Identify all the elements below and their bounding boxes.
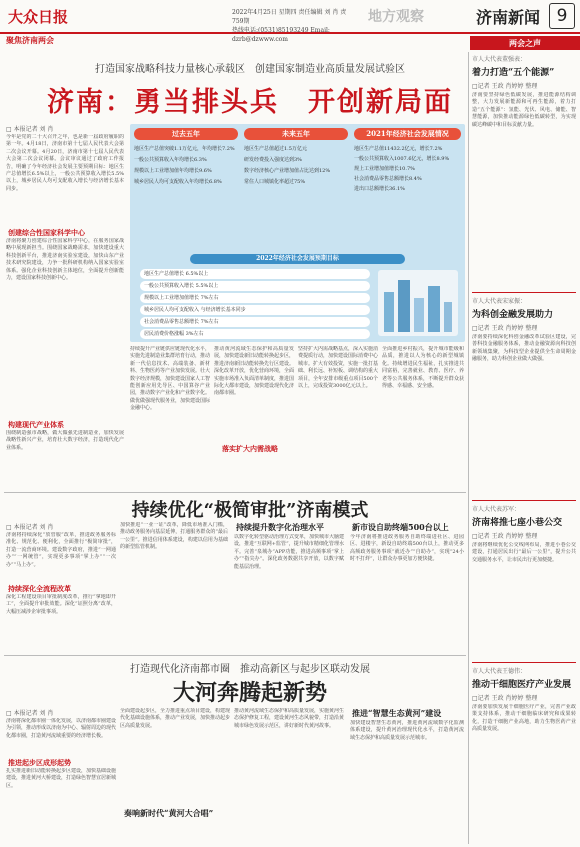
- newspaper-logo: 大众日报: [8, 8, 69, 26]
- sidebar-item-1: [472, 54, 576, 262]
- sidebar-body: 济南将继续优化公交线网布局，推进小巷公交建设，打通居民出行“最后一公里”，提升公共交通服务水平，让市民出行更加便捷。: [472, 542, 576, 563]
- sidebar-item-4: [472, 666, 576, 844]
- meta-line-2: 热线电话:(0531)85193249 Email: dzrb@dzwww.com: [232, 27, 330, 43]
- panel-title-2021: 2021年经济社会发展情况: [354, 128, 461, 140]
- past-five-years-panel: [134, 128, 238, 248]
- sidebar-label: 市人大代表董强表：: [472, 56, 527, 63]
- article2-byline: □ 本报记者 刘 肖: [6, 524, 54, 531]
- article3-col1: 济南将深化都市圈一体化发展，以济南都市圈建设为引领，推动形成以济南为中心、辐射周边的现代化都市圈，打造黄河流域重要的经济增长极。: [6, 718, 116, 739]
- panel-title-future: 未来五年: [244, 128, 348, 140]
- targets-list: [140, 269, 370, 339]
- sidebar-item-3: [472, 504, 576, 652]
- column-tag: 聚焦济南两会: [6, 35, 54, 45]
- lead-subhead: 打造国家战略科技力量核心承载区 创建国家制造业高质量发展试验区: [95, 64, 405, 75]
- future-item: 地区生产总值超过1.5万亿元: [244, 146, 307, 152]
- divider: [468, 52, 469, 844]
- target-item: 居民消费价格涨幅 3%左右: [140, 329, 370, 339]
- past-item: 地区生产总值突破1.1万亿元，年均增长7.2%: [134, 146, 235, 152]
- meta-line-1: 2022年4月25日 星期四 责任编辑 刘 肖 责759期: [232, 9, 347, 25]
- article3-subtitle-2: 奏响新时代“黄河大合唱”: [124, 808, 214, 818]
- article3-subtitle-3: 推进“智慧生态黄河”建设: [352, 708, 442, 718]
- sidebar-label: 市人大代表王德伟：: [472, 668, 527, 675]
- sidebar-body: 济南要持续深化科创金融改革试验区建设，完善科技金融服务体系，推动金融资源向科技创新领域集聚，为科技型企业提供全生命周期金融服务，助力科创企业做大做强。: [472, 334, 576, 363]
- result-item: 社会消费品零售总额增长8.4%: [354, 176, 422, 182]
- lead-subtitle-2: 构建现代产业体系: [8, 420, 64, 429]
- city-illustration: [378, 270, 458, 336]
- result-item: 地区生产总值11432.2亿元，增长7.2%: [354, 146, 443, 152]
- target-item: 一般公共预算收入增长 5.5%以上: [140, 281, 370, 291]
- infographic: [130, 124, 465, 342]
- target-item: 地区生产总值增长 6.5%以上: [140, 269, 370, 279]
- page-number: 9: [549, 3, 575, 29]
- article2-col4: 今年济南将推进政务服务自助终端进社区、进园区、进楼宇，新设自助终端500台以上，推动更多高频政务服务事项“就近办”“自助办”，实现“24小时不打烊”，让群众办事更加方便快捷。: [350, 534, 464, 563]
- past-item: 规模以上工业增加值年均增长9.6%: [134, 168, 212, 174]
- result-item: 规上工业增加值增长10.7%: [354, 166, 415, 172]
- issue-meta: [232, 8, 357, 44]
- lead-cont-col-a: 持续提升产业链供应链现代化水平，实施先进制造业集群培育行动，推动新一代信息技术、高端装备、新材料、生物医药等产业加快发展。壮大数字经济规模，加快建设国家人工智能创新应用先导区、中国算谷产业园，推动数字产业化和产业数字化。做优做强现代服务业，加快建设国际金融中心。: [130, 346, 210, 412]
- sidebar-item-2: [472, 296, 576, 514]
- article2-col3: 以数字化转型驱动治理方式变革，加快城市大脑建设，推进“互联网+监管”，提升城市精细化管理水平。完善“泉城办”APP功能，推进高频事项“掌上办”“指尖办”。深化政务数据共享开放，以数字赋能基层治理。: [234, 534, 344, 570]
- sidebar-byline: □记者 王政 肖婷婷 整理: [472, 533, 538, 540]
- divider: [472, 292, 576, 293]
- article2-subtitle-2: 持续提升数字化治理水平: [236, 522, 324, 532]
- article2-col2: 加快推进“一业一证”改革，降低市场准入门槛，推动政务服务向基层延伸，打通服务群众的“最后一公里”。推进信用体系建设，构建以信用为基础的新型监管机制。: [120, 522, 228, 551]
- result-item: 进出口总额增长36.1%: [354, 186, 405, 192]
- lead-cont-col-c: 坚持扩大内需战略基点，深入实施消费提质行动，加快建设国际消费中心城市。扩大有效投资，实施一批打基础、利长远、补短板、调结构的重大项目，全年安排市级重点项目500个以上，完成投资3000亿元以上。: [298, 346, 378, 390]
- sidebar-byline: □记者 王政 肖婷婷 整理: [472, 83, 538, 90]
- sidebar-banner: 两会之声: [470, 36, 580, 50]
- article2-headline: 持续优化“极简审批”济南模式: [131, 500, 369, 521]
- next-five-years-panel: [244, 128, 348, 248]
- sidebar-label: 市人大代表苏军：: [472, 506, 521, 513]
- past-item: 一般公共预算收入年均增长6.3%: [134, 157, 207, 163]
- lead-subtitle-3: 落实扩大内需战略: [222, 444, 278, 453]
- lead-paragraph-3: 围绕制造强市战略，做大做强先进制造业，加快发展战略性新兴产业，培育壮大数字经济，打造现代化产业体系。: [6, 430, 124, 451]
- article3-subtitle-1: 推进起步区成形起势: [8, 758, 71, 767]
- sidebar-label: 市人大代表宋家振：: [472, 298, 527, 305]
- sidebar-headline: 着力打造“五个能源”: [472, 68, 555, 78]
- sidebar-headline: 济南将推七座小巷公交: [472, 518, 563, 528]
- target-item: 社会消费品零售总额增长 7%左右: [140, 317, 370, 327]
- lead-byline: □ 本报记者 刘 肖: [6, 126, 54, 133]
- divider: [4, 655, 466, 656]
- section-title: 济南新闻: [476, 8, 541, 27]
- article3-col4: 加快建设智慧生态黄河，推进黄河流域数字化监测体系建设，提升黄河治理现代化水平，打造黄河流域生态保护和高质量发展示范城市。: [350, 720, 464, 741]
- article3-col3: 推动黄河流域生态保护和高质量发展，实施黄河生态保护修复工程，建设黄河生态风貌带，打造沿黄城市绿色发展示范区，讲好新时代黄河故事。: [234, 708, 344, 729]
- lead-cont-col-d: 全面推进乡村振兴，提升城市能级和品质，推进以人为核心的新型城镇化。持续增进民生福祉，扎实推进共同富裕，完善就业、教育、医疗、养老等公共服务体系，不断提升群众获得感、幸福感、安全感。: [382, 346, 464, 390]
- sidebar-body: 济南要坚持绿色低碳发展，推进能源结构调整，大力发展新能源和可再生能源，着力打造“五个能源”：氢能、光伏、风电、储能、智慧能源，加快推动能源绿色低碳转型，为实现碳达峰碳中和目标贡献力量。: [472, 92, 576, 128]
- 2021-results-panel: [354, 128, 461, 248]
- panel-title-past: 过去五年: [134, 128, 238, 140]
- future-item: 常住人口城镇化率超过75%: [244, 179, 306, 185]
- target-item: 城乡居民人均可支配收入 与经济增长基本同步: [140, 305, 370, 315]
- article2-col1b: 深化工程建设项目审批制度改革，推行“拿地即开工”，全面提升审批效能。深化“证照分离”改革，大幅压减涉企审批事项。: [6, 594, 116, 615]
- sidebar-headline: 为科创金融发展助力: [472, 310, 554, 320]
- article3-subhead: 打造现代化济南都市圈 推动高新区与起步区联动发展: [130, 664, 370, 675]
- lead-paragraph-2: 济南将聚力创建综合性国家科学中心，在服务国家战略中展现新担当。围绕国家战略需求，加快建设重大科技创新平台，推进济南实验室建设，加快山东产业技术研究院建设，力争一批科研机构纳入国家实验室体系。强化企业科技创新主体地位，全面提升创新能力，建设国家科技创新中心。: [6, 238, 124, 282]
- sidebar-headline: 推动干细胞医疗产业发展: [472, 680, 572, 690]
- future-item: 研发经费投入强度达到3%: [244, 157, 302, 163]
- targets-title: 2022年经济社会发展预期目标: [190, 254, 405, 264]
- sidebar-byline: □记者 王政 肖婷婷 整理: [472, 325, 538, 332]
- sidebar-byline: □记者 王政 肖婷婷 整理: [472, 695, 538, 702]
- article2-col1: 济南将持续深化“放管服”改革，推进政务服务标准化、规范化、便利化，全面推行“极简审批”，打造一流营商环境。建设数字政府，推进“一网通办”“一网统管”，实现更多事项“掌上办”“一次办”“马上办”。: [6, 532, 116, 568]
- lead-subtitle-1: 创建综合性国家科学中心: [8, 228, 85, 237]
- result-item: 一般公共预算收入1007.6亿元，增长8.9%: [354, 156, 450, 162]
- target-item: 规模以上工业增加值增长 7%左右: [140, 293, 370, 303]
- divider: [472, 662, 576, 663]
- article3-headline: 大河奔腾起新势: [172, 680, 327, 706]
- sidebar-body: 济南要加快发展干细胞医疗产业，完善产业政策支持体系，推动干细胞临床研究和成果转化，打造干细胞产业高地，助力生物医药产业高质量发展。: [472, 704, 576, 733]
- article3-col2: 全面建设起步区，全力推进重点项目建设，构建现代化基础设施体系，推动产业发展，加快推动起步区高质量发展。: [120, 708, 230, 729]
- article3-col1b: 扎实推进新旧动能转换起步区建设，加快基础设施建设，推进黄河大桥建设，打造绿色智慧宜居新城区。: [6, 768, 116, 789]
- article2-subtitle-1: 持续深化全流程改革: [8, 584, 71, 593]
- lead-paragraph-1: 今年是党的二十大召开之年，也是新一届政府履职的第一年。4月18日，济南市第十七届人民代表大会第二次会议开幕。4月20日，济南市第十七届人民代表大会第二次会议闭幕。会议审议通过了政府工作报告，明确了今年经济社会发展主要预期目标：地区生产总值增长6.5%以上，一般公共预算收入增长5.5%以上，城乡居民人均可支配收入增长与经济增长基本同步。: [6, 134, 124, 192]
- article2-subtitle-3: 新市设自助终端500台以上: [352, 522, 449, 532]
- past-item: 城乡居民人均可支配收入年均增长6.8%: [134, 179, 222, 185]
- lead-cont-col-b: 推动黄河流域生态保护和高质量发展，加快建设新旧动能转换起步区，推进济南新旧动能转换先行区建设。深化改革开放，优化营商环境，全面实施市场准入负面清单制度，推进国际化大都市建设，加快建设现代化济南都市圈。: [214, 346, 294, 397]
- divider: [4, 492, 466, 493]
- lead-headline: 济南：勇当排头兵 开创新局面: [47, 87, 453, 118]
- future-item: 数字经济核心产业增加值占比达到12%: [244, 168, 331, 174]
- article3-byline: □ 本报记者 刘 肖: [6, 710, 54, 717]
- section-label-difang: 地方观察: [368, 9, 424, 25]
- divider: [472, 500, 576, 501]
